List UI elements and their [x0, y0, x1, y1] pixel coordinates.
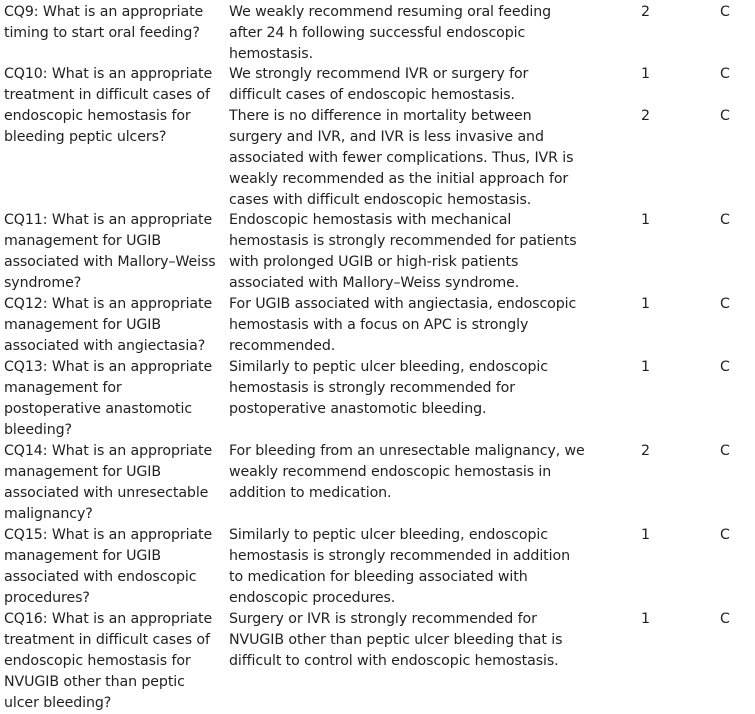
strength-cq14: 2 [641, 443, 650, 459]
clinical-question-cq11: CQ11: What is an appropriate management for UGIB associated with Mallory–Weiss syndrome? [4, 212, 216, 291]
recommendation-cq10-b: There is no difference in mortality between surgery and IVR, and IVR is less invasive and associated with fewer complications. Thus, IVR is weakly recommended as the initial approach for cases with difficult endoscopic hemostasis. [229, 108, 574, 208]
recommendation-cq10-a: We strongly recommend IVR or surgery for difficult cases of endoscopic hemostasis. [229, 66, 529, 103]
strength-cq10-b: 2 [641, 108, 650, 124]
strength-cq13: 1 [641, 359, 650, 375]
evidence-cq11: C [720, 212, 730, 228]
recommendation-cq15: Similarly to peptic ulcer bleeding, endoscopic hemostasis is strongly recommended in addition to medication for bleeding associated with endoscopic procedures. [229, 527, 570, 606]
evidence-cq14: C [720, 443, 730, 459]
strength-cq15: 1 [641, 527, 650, 543]
evidence-cq16: C [720, 611, 730, 627]
evidence-cq12: C [720, 296, 730, 312]
evidence-cq9: C [720, 4, 730, 20]
recommendation-cq16: Surgery or IVR is strongly recommended for NVUGIB other than peptic ulcer bleeding that is difficult to control with endoscopic hemostasis. [229, 611, 563, 669]
clinical-question-cq12: CQ12: What is an appropriate management for UGIB associated with angiectasia? [4, 296, 213, 354]
strength-cq12: 1 [641, 296, 650, 312]
clinical-question-cq13: CQ13: What is an appropriate management for postoperative anastomotic bleeding? [4, 359, 213, 438]
evidence-cq15: C [720, 527, 730, 543]
strength-cq10-a: 1 [641, 66, 650, 82]
recommendation-cq13: Similarly to peptic ulcer bleeding, endoscopic hemostasis is strongly recommended for postoperative anastomotic bleeding. [229, 359, 548, 417]
clinical-question-cq10: CQ10: What is an appropriate treatment in difficult cases of endoscopic hemostasis for bleeding peptic ulcers? [4, 66, 213, 145]
recommendation-cq12: For UGIB associated with angiectasia, endoscopic hemostasis with a focus on APC is strongly recommended. [229, 296, 577, 354]
evidence-cq13: C [720, 359, 730, 375]
strength-cq9: 2 [641, 4, 650, 20]
recommendation-cq9: We weakly recommend resuming oral feeding after 24 h following successful endoscopic hemostasis. [229, 4, 551, 62]
evidence-cq10-a: C [720, 66, 730, 82]
evidence-cq10-b: C [720, 108, 730, 124]
clinical-question-cq15: CQ15: What is an appropriate management for UGIB associated with endoscopic procedures? [4, 527, 213, 606]
clinical-question-cq14: CQ14: What is an appropriate management for UGIB associated with unresectable malignancy? [4, 443, 213, 522]
recommendation-cq14: For bleeding from an unresectable malignancy, we weakly recommend endoscopic hemostasis in addition to medication. [229, 443, 585, 501]
strength-cq16: 1 [641, 611, 650, 627]
clinical-question-cq16: CQ16: What is an appropriate treatment in difficult cases of endoscopic hemostasis for NVUGIB other than peptic ulcer bleeding? [4, 611, 213, 711]
recommendation-cq11: Endoscopic hemostasis with mechanical hemostasis is strongly recommended for patients with prolonged UGIB or high-risk patients associated with Mallory–Weiss syndrome. [229, 212, 577, 291]
strength-cq11: 1 [641, 212, 650, 228]
clinical-question-cq9: CQ9: What is an appropriate timing to start oral feeding? [4, 4, 204, 41]
